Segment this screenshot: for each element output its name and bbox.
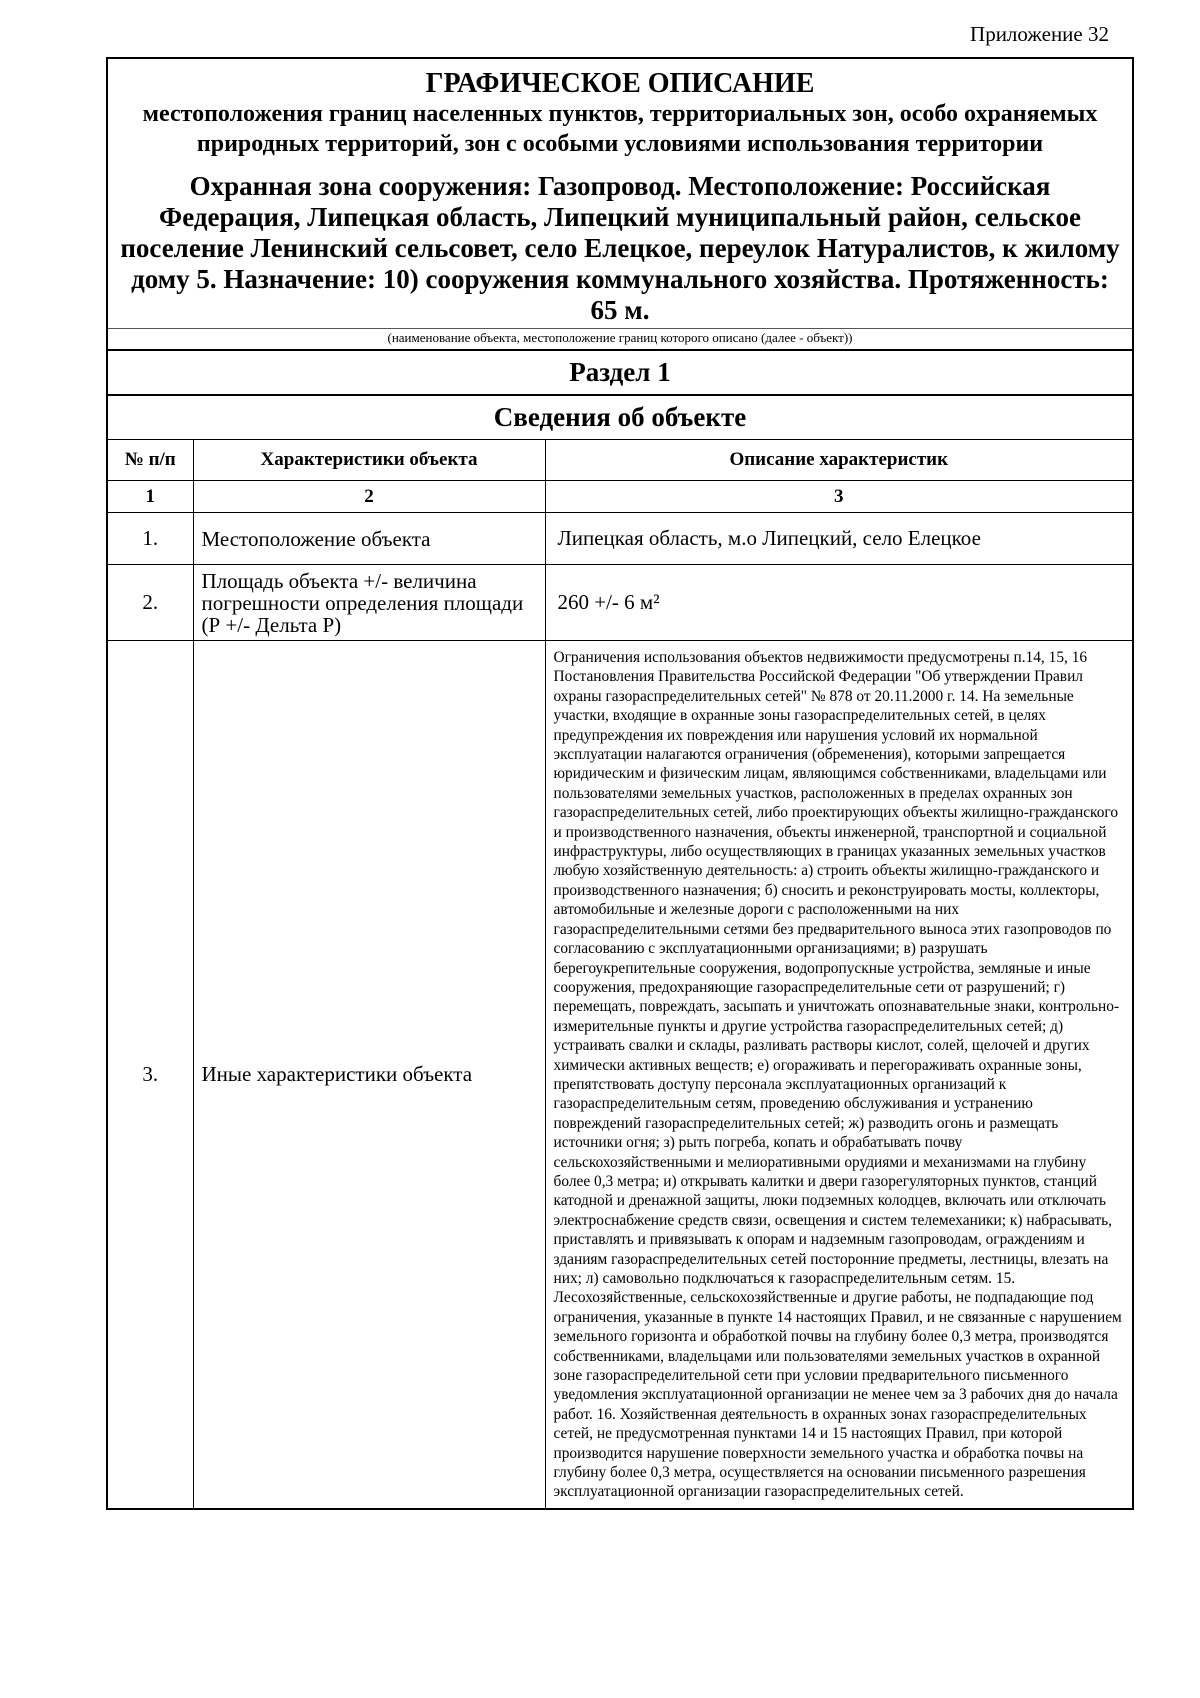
column-number: 3 — [545, 481, 1132, 513]
header-description: Описание характеристик — [545, 440, 1132, 481]
row-number: 3. — [108, 641, 193, 1508]
section-title: Раздел 1 — [108, 349, 1132, 394]
section-subtitle: Сведения об объекте — [108, 394, 1132, 439]
row-description: Ограничения использования объектов недвижимости предусмотрены п.14, 15, 16 Постановления Правительства Российской Федерации "Об утверждении Правил охраны газораспределительных сетей" № 878 от 20.11.2000 г. 14. На земельные участки, входящие в охранные зоны газораспределительных сетей, в целях предупреждения их повреждения или нарушения условий их нормальной эксплуатации налагаются ограничения (обременения), которыми запрещается юридическим и физическим лицам, являющимся собственниками, владельцами или пользователями земельных участков, расположенных в пределах охранных зон газораспределительных сетей, либо проектирующих объекты жилищно-гражданского и производственного назначения, объекты инженерной, транспортной и социальной инфраструктуры, либо осуществляющих в границах указанных земельных участков любую хозяйственную деятельность: а) строить объекты жилищно-гражданского и производственного назначения; б) сносить и реконструировать мосты, коллекторы, автомобильные и железные дороги с расположенными на них газораспределительными сетями без предварительного выноса этих газопроводов по согласованию с эксплуатационными организациями; в) разрушать берегоукрепительные сооружения, водопропускные устройства, земляные и иные сооружения, предохраняющие газораспределительные сети от разрушений; г) перемещать, повреждать, засыпать и уничтожать опознавательные знаки, контрольно-измерительные пункты и другие устройства газораспределительных сетей; д) устраивать свалки и склады, разливать растворы кислот, солей, щелочей и других химически активных веществ; е) огораживать и перегораживать охранные зоны, препятствовать доступу персонала эксплуатационных организаций к газораспределительным сетям, проведению обслуживания и устранению повреждений газораспределительных сетей; ж) разводить огонь и размещать источники огня; з) рыть погреба, копать и обрабатывать почву сельскохозяйственными и мелиоративными орудиями и механизмами на глубину более 0,3 метра; и) открывать калитки и двери газорегуляторных пунктов, станций катодной и дренажной защиты, люки подземных колодцев, включать или отключать электроснабжение средств связи, освещения и систем телемеханики; к) набрасывать, приставлять и привязывать к опорам и надземным газопроводам, ограждениям и зданиям газораспределительных сетей посторонние предметы, лестницы, влезать на них; л) самовольно подключаться к газораспределительным сетям. 15. Лесохозяйственные, сельскохозяйственные и другие работы, не подпадающие под ограничения, указанные в пункте 14 настоящих Правил, и не связанные с нарушением земельного горизонта и обработкой почвы на глубину более 0,3 метра, производятся собственниками, владельцами или пользователями земельных участков в охранной зоне газораспределительной сети при условии предварительного письменного уведомления эксплуатационной организации не менее чем за 3 рабочих дня до начала работ. 16. Хозяйственная деятельность в охранных зонах газораспределительных сетей, не предусмотренная пунктами 14 и 15 настоящих Правил, при которой производится нарушение поверхности земельного участка и обработка почвы на глубину более 0,3 метра, осуществляется на основании письменного разрешения эксплуатационной организации газораспределительных сетей. — [545, 641, 1132, 1508]
table-row — [108, 513, 1132, 565]
column-number: 2 — [193, 481, 545, 513]
document-title: ГРАФИЧЕСКОЕ ОПИСАНИЕ — [425, 68, 815, 99]
table-header-row — [108, 440, 1132, 481]
row-characteristic: Местоположение объекта — [193, 513, 545, 565]
object-name: Охранная зона сооружения: Газопровод. Местоположение: Российская Федерация, Липецкая область, Липецкий муниципальный район, сельское поселение Ленинский сельсовет, село Елецкое, переулок Натуралистов, к жилому дому 5. Назначение: 10) сооружения коммунального хозяйства. Протяженность: 65 м. — [120, 171, 1120, 325]
document-header — [108, 59, 1132, 328]
row-characteristic: Площадь объекта +/- величина погрешности определения площади (Р +/- Дельта Р) — [193, 565, 545, 641]
row-number: 2. — [108, 565, 193, 641]
row-description: Липецкая область, м.о Липецкий, село Елецкое — [545, 513, 1132, 565]
object-info-table — [108, 439, 1132, 1508]
header-number: № п/п — [108, 440, 193, 481]
table-row — [108, 565, 1132, 641]
row-characteristic: Иные характеристики объекта — [193, 641, 545, 1508]
row-description: 260 +/- 6 м² — [545, 565, 1132, 641]
appendix-label: Приложение 32 — [970, 22, 1109, 46]
object-caption: (наименование объекта, местоположение границ которого описано (далее - объект)) — [108, 328, 1132, 349]
column-number: 1 — [108, 481, 193, 513]
document-frame — [106, 57, 1134, 1510]
row-number: 1. — [108, 513, 193, 565]
table-row — [108, 641, 1132, 1508]
document-subtitle: местоположения границ населенных пунктов, территориальных зон, особо охраняемых природных территорий, зон с особыми условиями использования территории — [142, 101, 1098, 157]
column-number-row — [108, 481, 1132, 513]
header-characteristic: Характеристики объекта — [193, 440, 545, 481]
